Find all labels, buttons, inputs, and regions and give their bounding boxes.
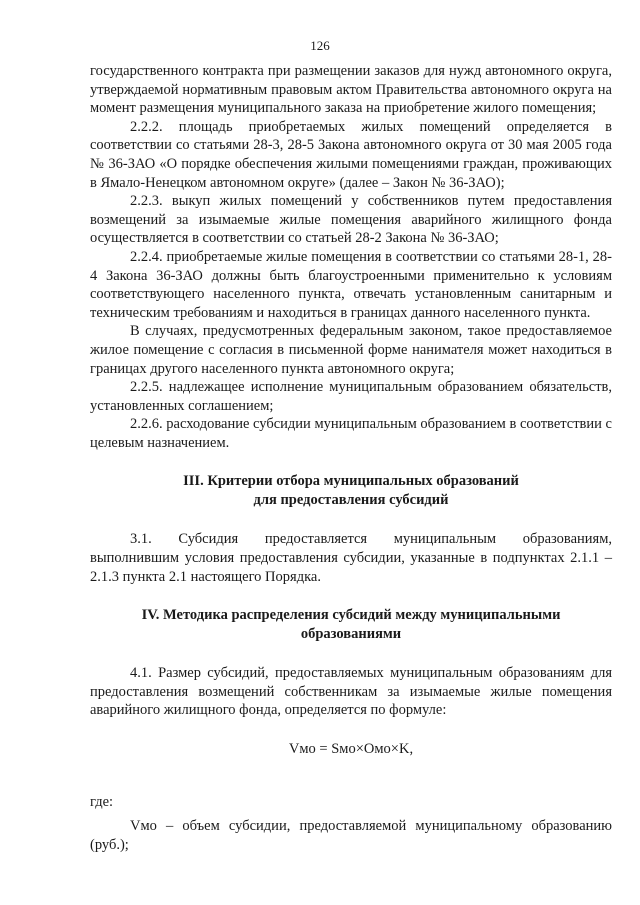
section-3-heading-line1: III. Критерии отбора муниципальных образований	[183, 473, 519, 490]
item-2-2-5: 2.2.5. надлежащее исполнение муниципальным образованием обязательств, установленных соглашением;	[90, 379, 612, 414]
item-4-1: 4.1. Размер субсидий, предоставляемых муниципальным образованиям для предоставления возмещений собственникам за изымаемые жилые помещения аварийного жилищного фонда, определяется по формуле:	[90, 665, 612, 719]
item-2-2-2: 2.2.2. площадь приобретаемых жилых помещений определяется в соответствии со статьями 28-3, 28-5 Закона автономного округа от 30 мая 2005 года № 36-ЗАО «О порядке обеспечения жилыми помещениями граждан, проживающих в Ямало-Ненецком автономном округе» (далее – Закон № 36-ЗАО);	[90, 118, 612, 191]
page-number: 126	[310, 38, 330, 53]
item-2-2-4: 2.2.4. приобретаемые жилые помещения в соответствии со статьями 28-1, 28-4 Закона 36-ЗАО должны быть благоустроенными применительно к условиям соответствующего населенного пункта, отвечать установленным санитарным и техническим требованиям и находиться в границах данного населенного пункта.	[90, 248, 612, 321]
section-4-heading-line2: образованиями	[300, 626, 402, 643]
section-3-heading-line2: для предоставления субсидий	[253, 492, 449, 509]
document-body	[90, 62, 612, 854]
item-2-2-3: 2.2.3. выкуп жилых помещений у собственников путем предоставления возмещений за изымаемые жилые помещения аварийного жилищного фонда осуществляется в соответствии со статьей 28-2 Закона № 36-ЗАО;	[90, 193, 612, 247]
intro-paragraph: государственного контракта при размещении заказов для нужд автономного округа, утверждаемой нормативным правовым актом Правительства автономного округа на момент размещения муниципального заказа на приобретение жилого помещения;	[90, 63, 612, 117]
definition-vmo: Vмо – объем субсидии, предоставляемой муниципальному образованию (руб.);	[90, 818, 612, 853]
paragraph-exception: В случаях, предусмотренных федеральным законом, такое предоставляемое жилое помещение с согласия в письменной форме нанимателя может находиться в границах другого населенного пункта автономного округа;	[90, 323, 612, 377]
item-2-2-6: 2.2.6. расходование субсидии муниципальным образованием в соответствии с целевым назначением.	[90, 416, 612, 451]
section-4-heading-line1: IV. Методика распределения субсидий между муниципальными	[141, 607, 561, 624]
where-label: где:	[90, 793, 114, 810]
formula: Vмо = Sмо×Омо×K,	[288, 741, 414, 758]
item-3-1: 3.1. Субсидия предоставляется муниципальным образованиям, выполнившим условия предоставления субсидии, указанные в подпунктах 2.1.1 – 2.1.3 пункта 2.1 настоящего Порядка.	[90, 531, 612, 585]
